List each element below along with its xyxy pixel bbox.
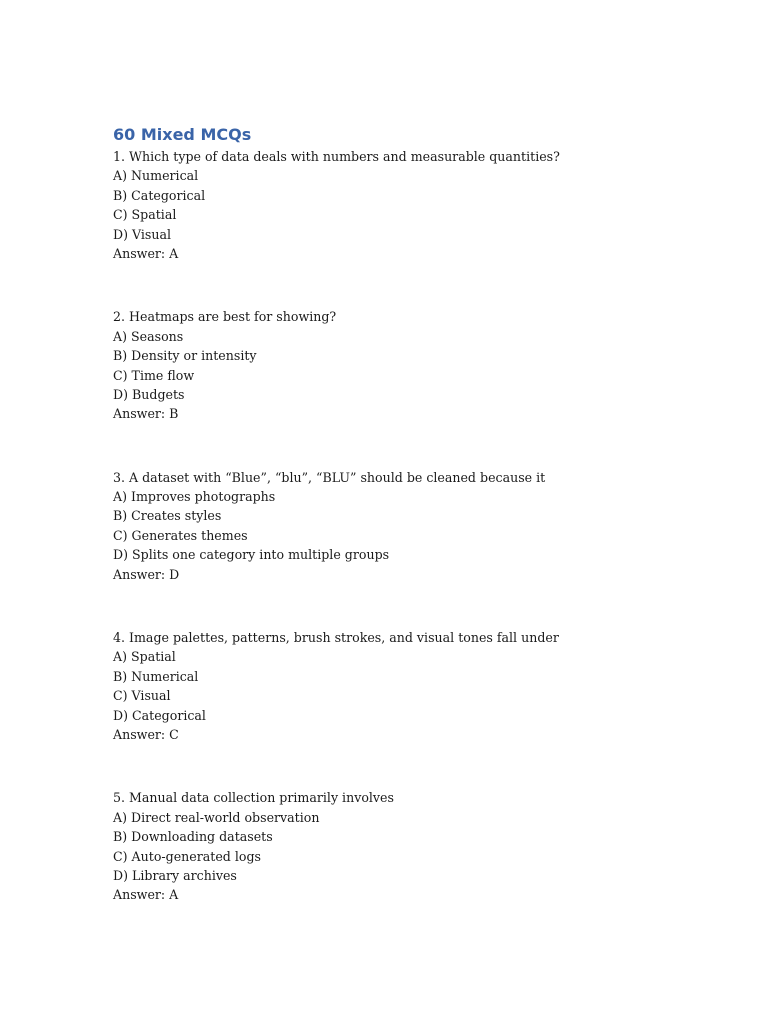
option-c: C) Auto-generated logs bbox=[113, 848, 261, 864]
question-text: 5. Manual data collection primarily involves bbox=[113, 790, 394, 806]
document-title: 60 Mixed MCQs bbox=[113, 125, 252, 144]
question-5 bbox=[113, 788, 733, 904]
question-text: 2. Heatmaps are best for showing? bbox=[113, 309, 337, 325]
answer-text: Answer: A bbox=[113, 245, 179, 261]
option-d: D) Categorical bbox=[113, 707, 206, 723]
question-4 bbox=[113, 628, 733, 744]
question-2 bbox=[113, 307, 733, 423]
option-a: A) Seasons bbox=[113, 328, 184, 344]
answer-text: Answer: A bbox=[113, 887, 179, 903]
question-text: 3. A dataset with “Blue”, “blu”, “BLU” should be cleaned because it bbox=[113, 469, 546, 485]
option-a: A) Direct real-world observation bbox=[113, 809, 320, 825]
answer-text: Answer: C bbox=[113, 726, 179, 742]
question-3 bbox=[113, 468, 733, 584]
option-d: D) Budgets bbox=[113, 386, 185, 402]
option-b: B) Downloading datasets bbox=[113, 829, 273, 845]
option-b: B) Categorical bbox=[113, 187, 206, 203]
option-a: A) Spatial bbox=[113, 649, 176, 665]
answer-text: Answer: B bbox=[113, 406, 179, 422]
option-c: C) Time flow bbox=[113, 367, 195, 383]
option-c: C) Generates themes bbox=[113, 527, 248, 543]
option-d: D) Library archives bbox=[113, 867, 237, 883]
option-b: B) Numerical bbox=[113, 668, 199, 684]
question-text: 4. Image palettes, patterns, brush strokes, and visual tones fall under bbox=[113, 630, 559, 646]
option-c: C) Visual bbox=[113, 688, 171, 704]
option-d: D) Visual bbox=[113, 226, 172, 242]
option-b: B) Creates styles bbox=[113, 508, 222, 524]
option-a: A) Improves photographs bbox=[113, 489, 276, 505]
document-content bbox=[113, 124, 733, 905]
option-b: B) Density or intensity bbox=[113, 348, 257, 364]
question-text: 1. Which type of data deals with numbers and measurable quantities? bbox=[113, 149, 560, 164]
option-d: D) Splits one category into multiple groups bbox=[113, 547, 390, 563]
option-c: C) Spatial bbox=[113, 207, 177, 223]
question-1 bbox=[113, 147, 733, 263]
option-a: A) Numerical bbox=[113, 168, 199, 184]
answer-text: Answer: D bbox=[113, 566, 180, 582]
